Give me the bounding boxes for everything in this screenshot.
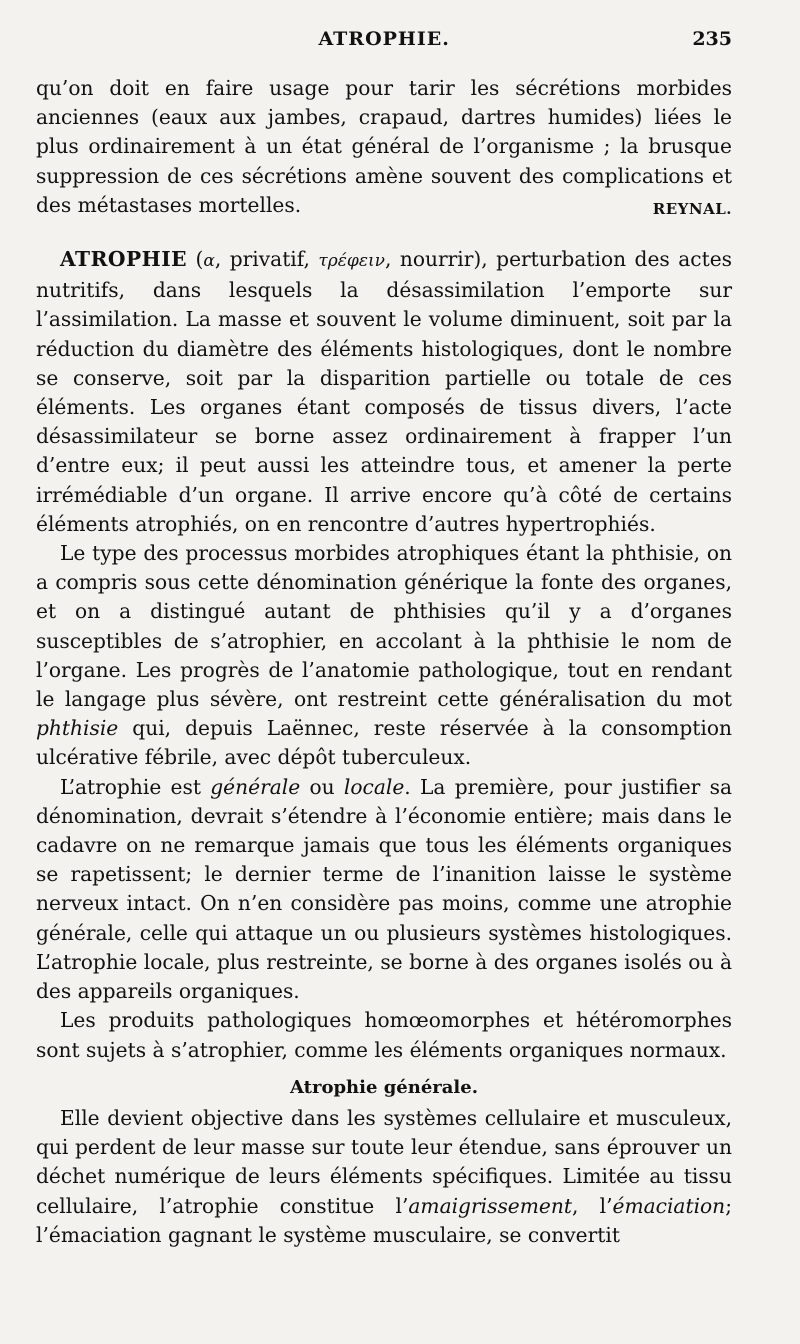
running-title: ATROPHIE. (318, 28, 450, 50)
generale-italic: générale (210, 774, 301, 799)
page-number: 235 (692, 28, 732, 50)
greek-alpha: α (203, 251, 215, 272)
section-subheading: Atrophie générale. (290, 1076, 478, 1098)
phthisie-text-start: Le type des processus morbides atrophiques étant la phthisie, on a compris sous cette dénomination générique la fonte des organes, et on a distingué autant de phthisies qu’il y a d’organes susceptibles de s’atrophier, en accolant à la phthisie le nom de l’organe. Les progrès de l’anatomie pathologique, tout en rendant le langage plus sévère, ont restreint cette généralisation du mot (36, 541, 732, 712)
entry-definition: perturbation des actes nutritifs, dans lesquels la désassimilation l’emporte sur l’assimilation. La masse et souvent le volume diminuent, soit par la réduction du diamètre des éléments histologiques, dont le nombre se conserve, soit par la disparition partielle ou totale de ces éléments. Les organes étant composés de tissus divers, l’acte désassimilateur se borne assez ordinairement à frapper l’un d’entre eux; il peut aussi les atteindre tous, et amener la perte irrémédiable d’un organe. Il arrive encore qu’à côté de certains éléments atrophiés, on en rencontre d’autres hypertrophiés. (36, 247, 733, 536)
greek-trephein: τρέφειν (318, 251, 385, 272)
etymology-privatif: , privatif, (214, 247, 319, 272)
etymology-nourrir: , nourrir), (384, 247, 497, 272)
generale-text-3: . La première, pour justifier sa dénomination, devrait s’étendre à l’économie entière; mais dans le cadavre on ne remarque jamais que tous les éléments organiques se rapetissent; le dernier terme de l’inanition laisse le système nerveux intact. On n’en considère pas moins, comme une atrophie générale, celle qui attaque un ou plusieurs systèmes histologiques. L’atrophie locale, plus restreinte, se borne à des organes isolés ou à des appareils organiques. (36, 774, 732, 1004)
page-header (36, 28, 732, 64)
generale-text-2: ou (300, 774, 344, 799)
entry-paragraph (36, 245, 732, 539)
objective-text-2: , l’ (571, 1193, 613, 1218)
emaciation-italic: émaciation (612, 1193, 726, 1218)
body-text (36, 74, 732, 1250)
objective-paragraph (36, 1104, 732, 1250)
produits-text: Les produits pathologiques homœomorphes et hétéromorphes sont sujets à s’atrophier, comme les éléments organiques normaux. (36, 1008, 732, 1062)
phthisie-text-end: qui, depuis Laënnec, reste réservée à la consomption ulcérative fébrile, avec dépôt tuberculeux. (36, 716, 732, 770)
phthisie-paragraph (36, 539, 732, 773)
generale-locale-paragraph (36, 773, 732, 1007)
intro-paragraph (36, 74, 732, 220)
phthisie-italic: phthisie (36, 716, 119, 741)
entry-headword: ATROPHIE (60, 247, 188, 272)
intro-text: qu’on doit en faire usage pour tarir les sécrétions morbides anciennes (eaux aux jambes, crapaud, dartres humides) liées le plus ordinairement à un état général de l’organisme ; la brusque suppression de ces sécrétions amène souvent des complications et des métastases mortelles. (36, 76, 732, 217)
locale-italic: locale (343, 774, 405, 799)
etymology-open: ( (187, 247, 204, 272)
objective-text-1: Elle devient objective dans les systèmes cellulaire et musculeux, qui perdent de leur masse sur toute leur étendue, sans éprouver un déchet numérique de leurs éléments spécifiques. Limitée au tissu cellulaire, l’atrophie constitue l’ (36, 1105, 732, 1218)
author-signature: REYNAL. (652, 199, 732, 218)
produits-paragraph (36, 1006, 732, 1064)
amaigrissement-italic: amaigrissement (408, 1193, 572, 1218)
objective-text-3: ; l’émaciation gagnant le système musculaire, se convertit (36, 1193, 732, 1247)
generale-text-1: L’atrophie est (60, 774, 211, 799)
